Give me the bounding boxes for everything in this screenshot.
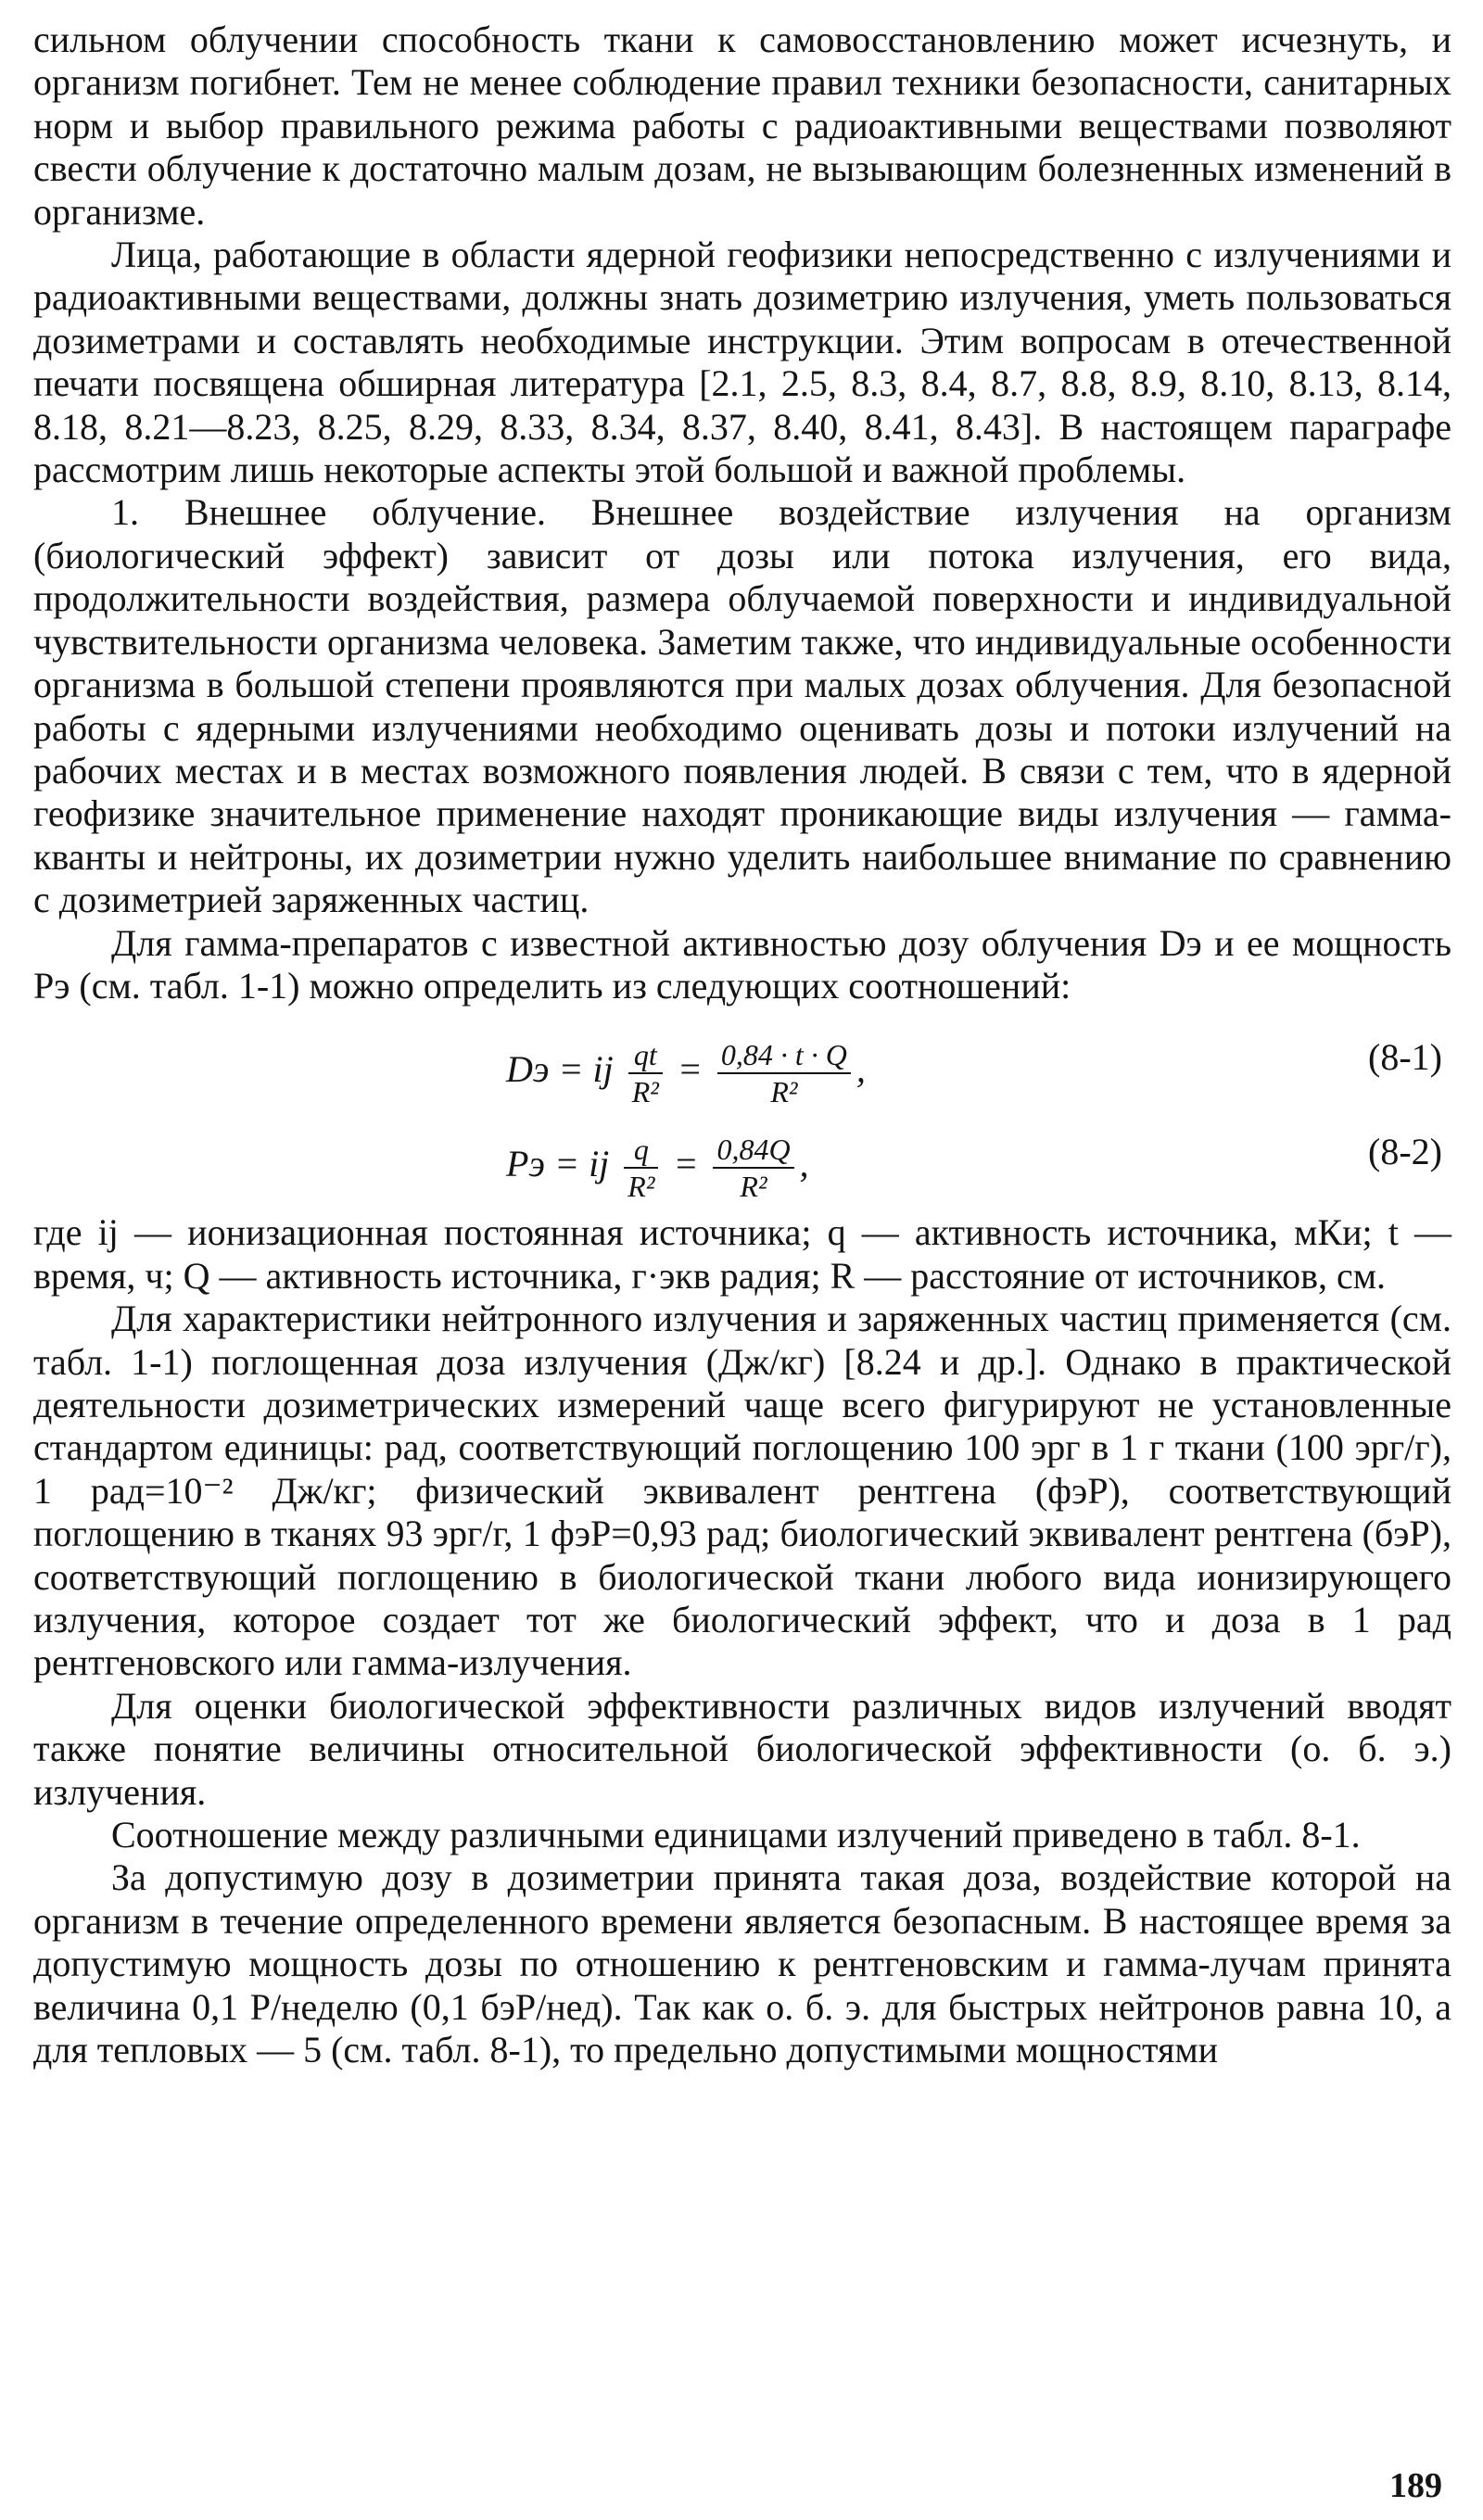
page-body	[33, 19, 1451, 2071]
paragraph-7: Для оценки биологической эффективности различных видов излучений вводят также понятие величины относительной биологической эффективности (о. б. э.) излучения.	[33, 1684, 1451, 1813]
formula-8-2-lhs: Pэ = ij	[506, 1143, 610, 1185]
formula-8-2-denominator-2: R²	[740, 1170, 767, 1204]
paragraph-1: сильном облучении способность ткани к самовосстановлению может исчезнуть, и организм погибнет. Тем не менее соблюдение правил техники безопасности, санитарных норм и выбор правильного режима работы с радиоактивными веществами позволяют свести облучение к достаточно малым дозам, не вызывающим болезненных изменений в организме.	[33, 19, 1451, 233]
formula-8-2-equals: =	[673, 1143, 699, 1185]
paragraph-3-external-exposure: 1. Внешнее облучение. Внешнее воздействие излучения на организм (биологический эффект) зависит от дозы или потока излучения, его вида, продолжительности воздействия, размера облучаемой поверхности и индивидуальной чувствительности организма человека. Заметим также, что индивидуальные особенности организма в большой степени проявляются при малых дозах облучения. Для безопасной работы с ядерными излучениями необходимо оценивать дозы и потоки излучений на рабочих местах и в местах возможного появления людей. В связи с тем, что в ядерной геофизике значительное применение находят проникающие виды излучения — гамма-кванты и нейтроны, их дозиметрии нужно уделить наибольшее внимание по сравнению с дозиметрией заряженных частиц.	[33, 491, 1451, 921]
formula-8-2-fraction-1	[624, 1132, 658, 1204]
formula-8-1-fraction-2	[717, 1037, 851, 1109]
formula-8-2-fraction-2	[713, 1132, 793, 1204]
formula-8-1-numerator-2: 0,84 · t · Q	[717, 1037, 851, 1074]
formula-8-2-numerator-1: q	[624, 1132, 658, 1169]
paragraph-9: За допустимую дозу в дозиметрии принята такая доза, воздействие которой на организм в течение определенного времени является безопасным. В настоящее время за допустимую мощность дозы по отношению к рентгеновским и гамма-лучам принята величина 0,1 Р/неделю (0,1 бэР/нед). Так как о. б. э. для быстрых нейтронов равна 10, а для тепловых — 5 (см. табл. 8-1), то предельно допустимыми мощностями	[33, 1856, 1451, 2071]
formula-8-2-denominator-1: R²	[627, 1170, 655, 1204]
paragraph-6: Для характеристики нейтронного излучения и заряженных частиц применяется (см. табл. 1-1) поглощенная доза излучения (Дж/кг) [8.24 и др.]. Однако в практической деятельности дозиметрических измерений чаще всего фигурируют не установленные стандартом единицы: рад, соответствующий поглощению 100 эрг в 1 г ткани (100 эрг/г), 1 рад=10⁻² Дж/кг; физический эквивалент рентгена (фэР), соответствующий поглощению в тканях 93 эрг/г, 1 фэР=0,93 рад; биологический эквивалент рентгена (бэР), соответствующий поглощению в биологической ткани любого вида ионизирующего излучения, которое создает тот же биологический эффект, что и доза в 1 рад рентгеновского или гамма-излучения.	[33, 1298, 1451, 1684]
formula-8-1-fraction-1	[628, 1037, 663, 1109]
formula-8-2-numerator-2: 0,84Q	[713, 1132, 793, 1169]
formula-8-1-expression	[506, 1037, 866, 1109]
formula-8-2-number: (8-2)	[1368, 1131, 1442, 1173]
paragraph-5-variable-definitions: где ij — ионизационная постоянная источника; q — активность источника, мКи; t — время, ч; Q — активность источника, г·экв радия; R — расстояние от источников, см.	[33, 1211, 1451, 1297]
formula-8-2-expression	[506, 1132, 809, 1204]
formula-8-1-numerator-1: qt	[628, 1037, 663, 1074]
formula-8-1	[33, 1024, 1451, 1109]
paragraph-4: Для гамма-препаратов с известной активностью дозу облучения Dэ и ее мощность Pэ (см. табл. 1-1) можно определить из следующих соотношений:	[33, 921, 1451, 1007]
formula-8-2-comma: ,	[799, 1143, 809, 1185]
formula-8-1-equals: =	[677, 1048, 703, 1091]
formula-8-1-comma: ,	[856, 1048, 866, 1091]
formula-8-2	[33, 1119, 1451, 1204]
formula-8-1-denominator-1: R²	[631, 1075, 659, 1109]
paragraph-8: Соотношение между различными единицами излучений приведено в табл. 8-1.	[111, 1814, 1361, 1856]
formula-8-1-lhs: Dэ = ij	[506, 1048, 614, 1091]
formula-8-1-number: (8-1)	[1368, 1036, 1442, 1079]
paragraph-2: Лица, работающие в области ядерной геофизики непосредственно с излучениями и радиоактивными веществами, должны знать дозиметрию излучения, уметь пользоваться дозиметрами и составлять необходимые инструкции. Этим вопросам в отечественной печати посвящена обширная литература [2.1, 2.5, 8.3, 8.4, 8.7, 8.8, 8.9, 8.10, 8.13, 8.14, 8.18, 8.21—8.23, 8.25, 8.29, 8.33, 8.34, 8.37, 8.40, 8.41, 8.43]. В настоящем параграфе рассмотрим лишь некоторые аспекты этой большой и важной проблемы.	[33, 234, 1451, 491]
formula-8-1-denominator-2: R²	[770, 1075, 798, 1109]
page-number: 189	[1389, 2466, 1442, 2505]
